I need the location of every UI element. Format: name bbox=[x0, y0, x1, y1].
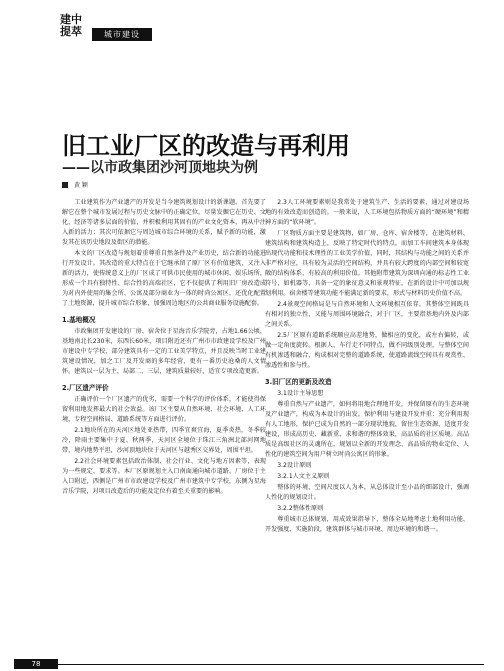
footer-rule bbox=[58, 664, 484, 665]
numbered-paragraph: 2.2社会环境要素包括政治体制、社会行业、文化与地方因素等，表现为一些规定、要求等。本厂区原规划主入口南面通向城市道路，厂房位于主入口附近，西侧是广州市市政建设学校及广州市建筑中专学校，东侧为星海音乐学院，对项目改造后的功能及定位有着至关重要的影响。 bbox=[62, 458, 266, 495]
body-paragraph: 厂区物质方面主要是建筑物，如厂房、仓库、宿舍楼等，在建筑材料、建筑结构和建筑构造上，反映了特定时代的特点。而加工车间建筑本身体现出现代功能和技术理性的工业美学价值，同时，其结构与功能之间的关系并非严格对应，具有较为灵活的空间结构，并具有较大跨度的内部空间和较宽敞的结构体系，有较高的利用价值。其他附带建筑为深圳向通的标志性工业符号，如机器等，具备一定的象征意义和景观特征，在新的设计中可加以规划利用。宿舍楼等建筑功能不能满足新的要求，形式与材料历史价值不高。 bbox=[265, 230, 469, 297]
body-paragraph: 尊重自然与产业遗产，如何将用地合理地开发，并保留原有的生态环境及产业遗产，构成为本设计的出发。保护利用与建设开发并重：充分利用现有人工地形，保护已成为自然的一部分现状地貌，留住生态资源、适度开发建设，形成高历史、藏新重、求和谐的整体效果，高品质的社区质境。高品质是高级社区的灵魂所在，规划以全新的开发理念、高品质的物业定位、人性化的建筑空间为用户树立时尚公寓区的形象。 bbox=[265, 401, 469, 458]
body-paragraph: 本文的厂区改造与规划着重尊重自然条件及产业历史，结合新的功能进行开发设计。其改造的重大特点在于它继承留了原厂区有价值建筑，又注入新的活力，使传统意义上的厂区成了可供市民使用的城市休闲、娱乐场所，形成一个具有独特性、综合性的高端社区，它不仅提供了利用旧厂房改造成为对内外使用的集会所、公寓及部分商业为一体的时尚公寓区，还优化配置了土地资源，提升城市综合形象，加强周边地区的公共商业服务设施配套。 bbox=[62, 250, 266, 307]
numbered-paragraph: 3.2.1人文主义原则 bbox=[277, 473, 330, 480]
bullet-square-icon bbox=[62, 182, 68, 188]
author-name: 黄 颖 bbox=[74, 182, 88, 189]
magazine-logo bbox=[60, 14, 90, 42]
numbered-paragraph: 2.1地块所在的天河区地处亚热带，四季宜爽宜海，夏季炎热，冬季较冷，降雨主要集中于夏、秋两季，天河区全境位于珠江三角洲北部河网地带，境内地势平坦，沙河顶地块位于天河区与越秀区交界处，周围平坦。 bbox=[62, 427, 266, 454]
body-paragraph: 整体的环境、空间尺度以人为本，从总体设计至小品的细部设计，强调人性化的规划设计。 bbox=[265, 484, 469, 501]
numbered-paragraph: 2.4景观空间格局是与自然环境和人文环境相互依存，其整体空间既具有相对的独立性，又能与周围环境融合，对于厂区，主要指基地内外及内部之间关系。 bbox=[265, 301, 469, 328]
numbered-paragraph: 2.5厂区原有道路系统顺应高差地势，做相应的变化，或左右偏转，或做一定角度旋转。根据人、车行走不同特点，做不同级别处理，与整体空间有机渗透和融合，构成相对完整的道路系统，使道路流线空间具有观赏性、渗透性和参与性。 bbox=[265, 332, 469, 369]
numbered-paragraph: 3.2设计原则 bbox=[277, 462, 312, 469]
body-paragraph: 尊重城市总体规划，用成效果指导下，整体全局地考虑土地利用功能、开发强度、实施阶段，建筑群体与城市环境、周边环境的和谐一。 bbox=[265, 516, 469, 533]
page-footer bbox=[0, 657, 504, 671]
numbered-paragraph: 3.1设计主导思想 bbox=[277, 390, 324, 397]
numbered-paragraph: 2.3人工环境要素则是我常处于建筑生产、生活的要素，通过对建设场地的有效改造而创造的。一般来说，人工环境包括物质方面的“硬环境”和精神方面的“软环境”。 bbox=[265, 199, 469, 226]
body-paragraph: 正确评价一个厂区遗产的优劣，需要一个科学的评价体系，才能使得保留利用地发挥最大的社会效益。该厂区主要从自然环境、社会环境、人工环境、专程空间格局、道路系统等方面进行评价。 bbox=[62, 396, 266, 423]
body-paragraph: 工业建筑作为产业遗产的开发是当今建筑规划设计的新课题。首先要了解它在整个城市发展过程与历史文脉中的正确定位，尽量发掘它在历史、文化、经济等诸多层面的价值，并积极利用其固有的产业文化资本，再从中注入新的活力；其次可依据它与周边城市综合环境的关系，赋予新的功能，激发其在该历史地段及街区的潜能。 bbox=[62, 199, 266, 246]
right-column bbox=[265, 198, 469, 536]
section-heading: 1.基地概况 bbox=[62, 316, 96, 324]
section-label: 城市建设 bbox=[92, 28, 152, 41]
left-column bbox=[62, 198, 266, 498]
numbered-paragraph: 3.2.2整体性原则 bbox=[277, 505, 324, 512]
body-paragraph: 市政集团开发建设的厂房、宿舍位于星海音乐学院旁，占地1.66公顷，基地南北长230米，东西长60米，项目附近还有广州市市政建设学校及广州市建设中专学校，部分建筑具有一定的工业美学特点，并且反映当时工业建筑建设情况，加之工厂及开发商的多年经营，更有一番历史沧桑的人文情怀。建筑以一层为主，局部二、三层，建筑质量较好，适宜专项改造更新。 bbox=[62, 328, 266, 375]
page-number: 78 bbox=[14, 659, 58, 669]
article-title: 旧工业厂区的改造与再利用 bbox=[62, 131, 350, 160]
section-heading: 3.旧厂区的更新及改造 bbox=[265, 378, 332, 386]
logo-line-1: 建中 bbox=[60, 13, 82, 26]
section-heading: 2.厂区遗产评价 bbox=[62, 384, 109, 392]
logo-line-2: 提萃 bbox=[60, 25, 82, 38]
author-line bbox=[62, 180, 88, 189]
article-subtitle: ——以市政集团沙河顶地块为例 bbox=[62, 160, 258, 176]
